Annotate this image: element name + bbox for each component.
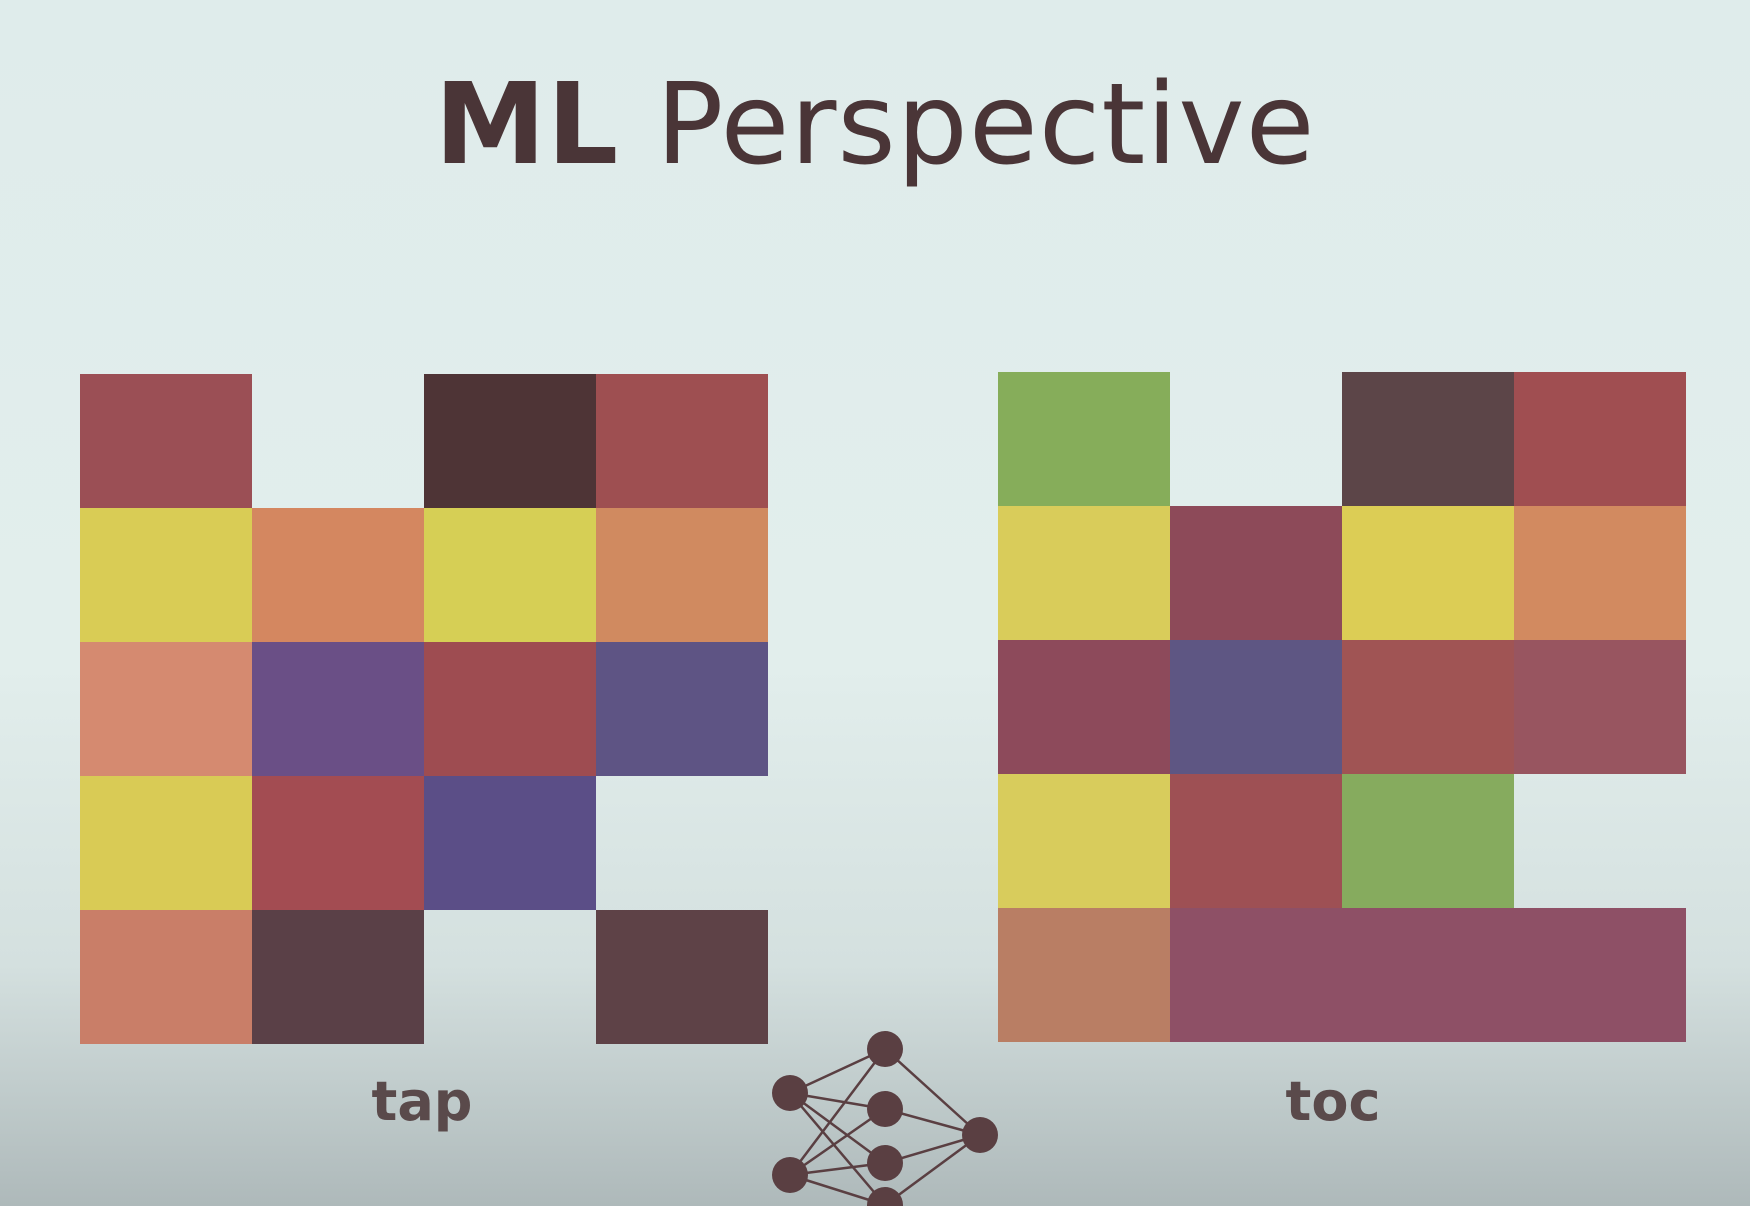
grid-toc-cell-r4-c3 xyxy=(1514,908,1686,1042)
grid-tap-cell-r3-c0 xyxy=(80,776,252,910)
color-grid-tap xyxy=(80,374,768,1044)
grid-tap-cell-r0-c0 xyxy=(80,374,252,508)
grid-tap-cell-r1-c3 xyxy=(596,508,768,642)
grid-toc-cell-r1-c0 xyxy=(998,506,1170,640)
grid-tap-cell-r3-c2 xyxy=(424,776,596,910)
grid-tap-cell-r4-c1 xyxy=(252,910,424,1044)
caption-tap: tap xyxy=(371,1070,473,1133)
grid-toc-cell-r1-c2 xyxy=(1342,506,1514,640)
grid-tap-cell-r3-c1 xyxy=(252,776,424,910)
grid-toc-cell-r4-c1 xyxy=(1170,908,1342,1042)
caption-toc: toc xyxy=(1285,1070,1381,1133)
grid-tap-cell-r2-c3 xyxy=(596,642,768,776)
grid-toc-cell-r3-c1 xyxy=(1170,774,1342,908)
grid-toc-cell-r1-c1 xyxy=(1170,506,1342,640)
grid-tap-cell-r1-c0 xyxy=(80,508,252,642)
grid-tap-cell-r0-c3 xyxy=(596,374,768,508)
grid-toc-cell-r1-c3 xyxy=(1514,506,1686,640)
grid-toc-cell-r2-c1 xyxy=(1170,640,1342,774)
grid-tap-cell-r2-c1 xyxy=(252,642,424,776)
grid-toc-cell-r0-c2 xyxy=(1342,372,1514,506)
grid-tap-cell-r1-c1 xyxy=(252,508,424,642)
grid-tap-cell-r4-c0 xyxy=(80,910,252,1044)
grid-toc-cell-r2-c3 xyxy=(1514,640,1686,774)
grid-toc-cell-r2-c0 xyxy=(998,640,1170,774)
grid-toc-cell-r3-c2 xyxy=(1342,774,1514,908)
color-grid-toc xyxy=(998,372,1686,1042)
slide-title xyxy=(0,58,1750,192)
grid-tap-cell-r4-c3 xyxy=(596,910,768,1044)
grid-toc-cell-r4-c0 xyxy=(998,908,1170,1042)
grid-toc-cell-r3-c0 xyxy=(998,774,1170,908)
grid-tap-cell-r0-c2 xyxy=(424,374,596,508)
neural-network-icon xyxy=(760,1025,1010,1206)
grid-tap-cell-r1-c2 xyxy=(424,508,596,642)
grid-toc-cell-r0-c0 xyxy=(998,372,1170,506)
title-rest: Perspective xyxy=(655,60,1316,190)
grid-toc-cell-r2-c2 xyxy=(1342,640,1514,774)
grid-toc-cell-r4-c2 xyxy=(1342,908,1514,1042)
grid-tap-cell-r2-c2 xyxy=(424,642,596,776)
grid-tap-cell-r2-c0 xyxy=(80,642,252,776)
title-bold-word: ML xyxy=(434,60,620,190)
grid-toc-cell-r0-c3 xyxy=(1514,372,1686,506)
